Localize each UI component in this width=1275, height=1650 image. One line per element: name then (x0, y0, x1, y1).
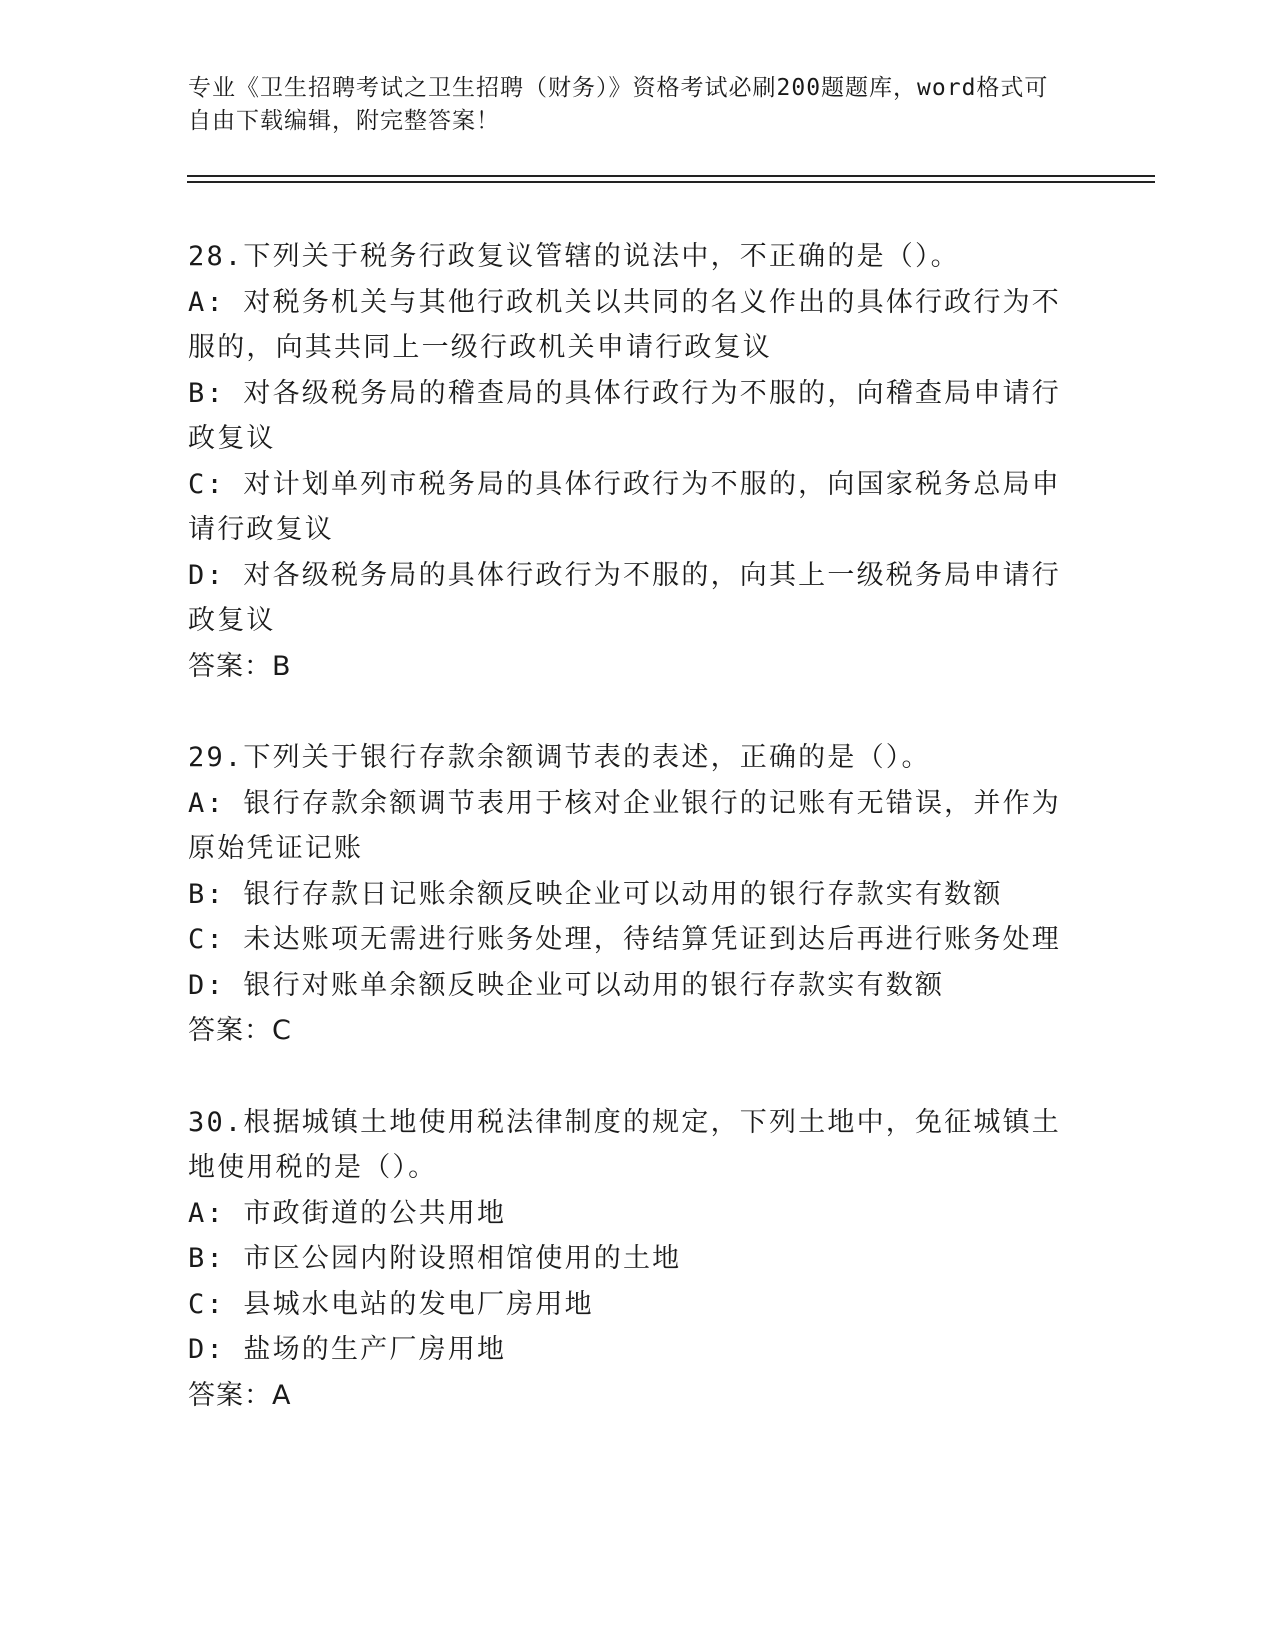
option-b: B: 对各级税务局的稽查局的具体行政行为不服的，向稽查局申请行政复议 (188, 377, 1061, 454)
option-c: C: 对计划单列市税务局的具体行政行为不服的，向国家税务总局申请行政复议 (188, 468, 1061, 545)
option-d: D: 盐场的生产厂房用地 (188, 1334, 507, 1365)
answer: 答案：A (188, 1379, 292, 1411)
document-header: 专业《卫生招聘考试之卫生招聘（财务）》资格考试必刷200题题库，word格式可自由下载编辑，附完整答案！ (188, 75, 1049, 134)
option-b: B: 市区公园内附设照相馆使用的土地 (188, 1243, 682, 1274)
option-a: A: 市政街道的公共用地 (188, 1197, 507, 1229)
question-28 (188, 234, 1068, 689)
option-a: A: 对税务机关与其他行政机关以共同的名义作出的具体行政行为不服的，向其共同上一级行政机关申请行政复议 (188, 286, 1061, 363)
answer: 答案：C (188, 1015, 292, 1046)
header-divider-top (187, 175, 1155, 177)
header-divider-bottom (187, 181, 1155, 183)
option-d: D: 对各级税务局的具体行政行为不服的，向其上一级税务局申请行政复议 (188, 559, 1061, 636)
question-29 (188, 735, 1068, 1054)
answer: 答案：B (188, 650, 292, 682)
question-stem: 28.下列关于税务行政复议管辖的说法中，不正确的是（）。 (188, 241, 960, 272)
question-30 (188, 1100, 1068, 1419)
option-c: C: 县城水电站的发电厂房用地 (188, 1288, 594, 1320)
option-b: B: 银行存款日记账余额反映企业可以动用的银行存款实有数额 (188, 878, 1003, 910)
option-a: A: 银行存款余额调节表用于核对企业银行的记账有无错误，并作为原始凭证记账 (188, 787, 1061, 864)
option-c: C: 未达账项无需进行账务处理，待结算凭证到达后再进行账务处理 (188, 924, 1061, 955)
option-d: D: 银行对账单余额反映企业可以动用的银行存款实有数额 (188, 969, 945, 1001)
question-stem: 29.下列关于银行存款余额调节表的表述，正确的是（）。 (188, 742, 931, 773)
question-list (188, 234, 1068, 1464)
question-stem: 30.根据城镇土地使用税法律制度的规定，下列土地中，免征城镇土地使用税的是（）。 (188, 1106, 1061, 1183)
